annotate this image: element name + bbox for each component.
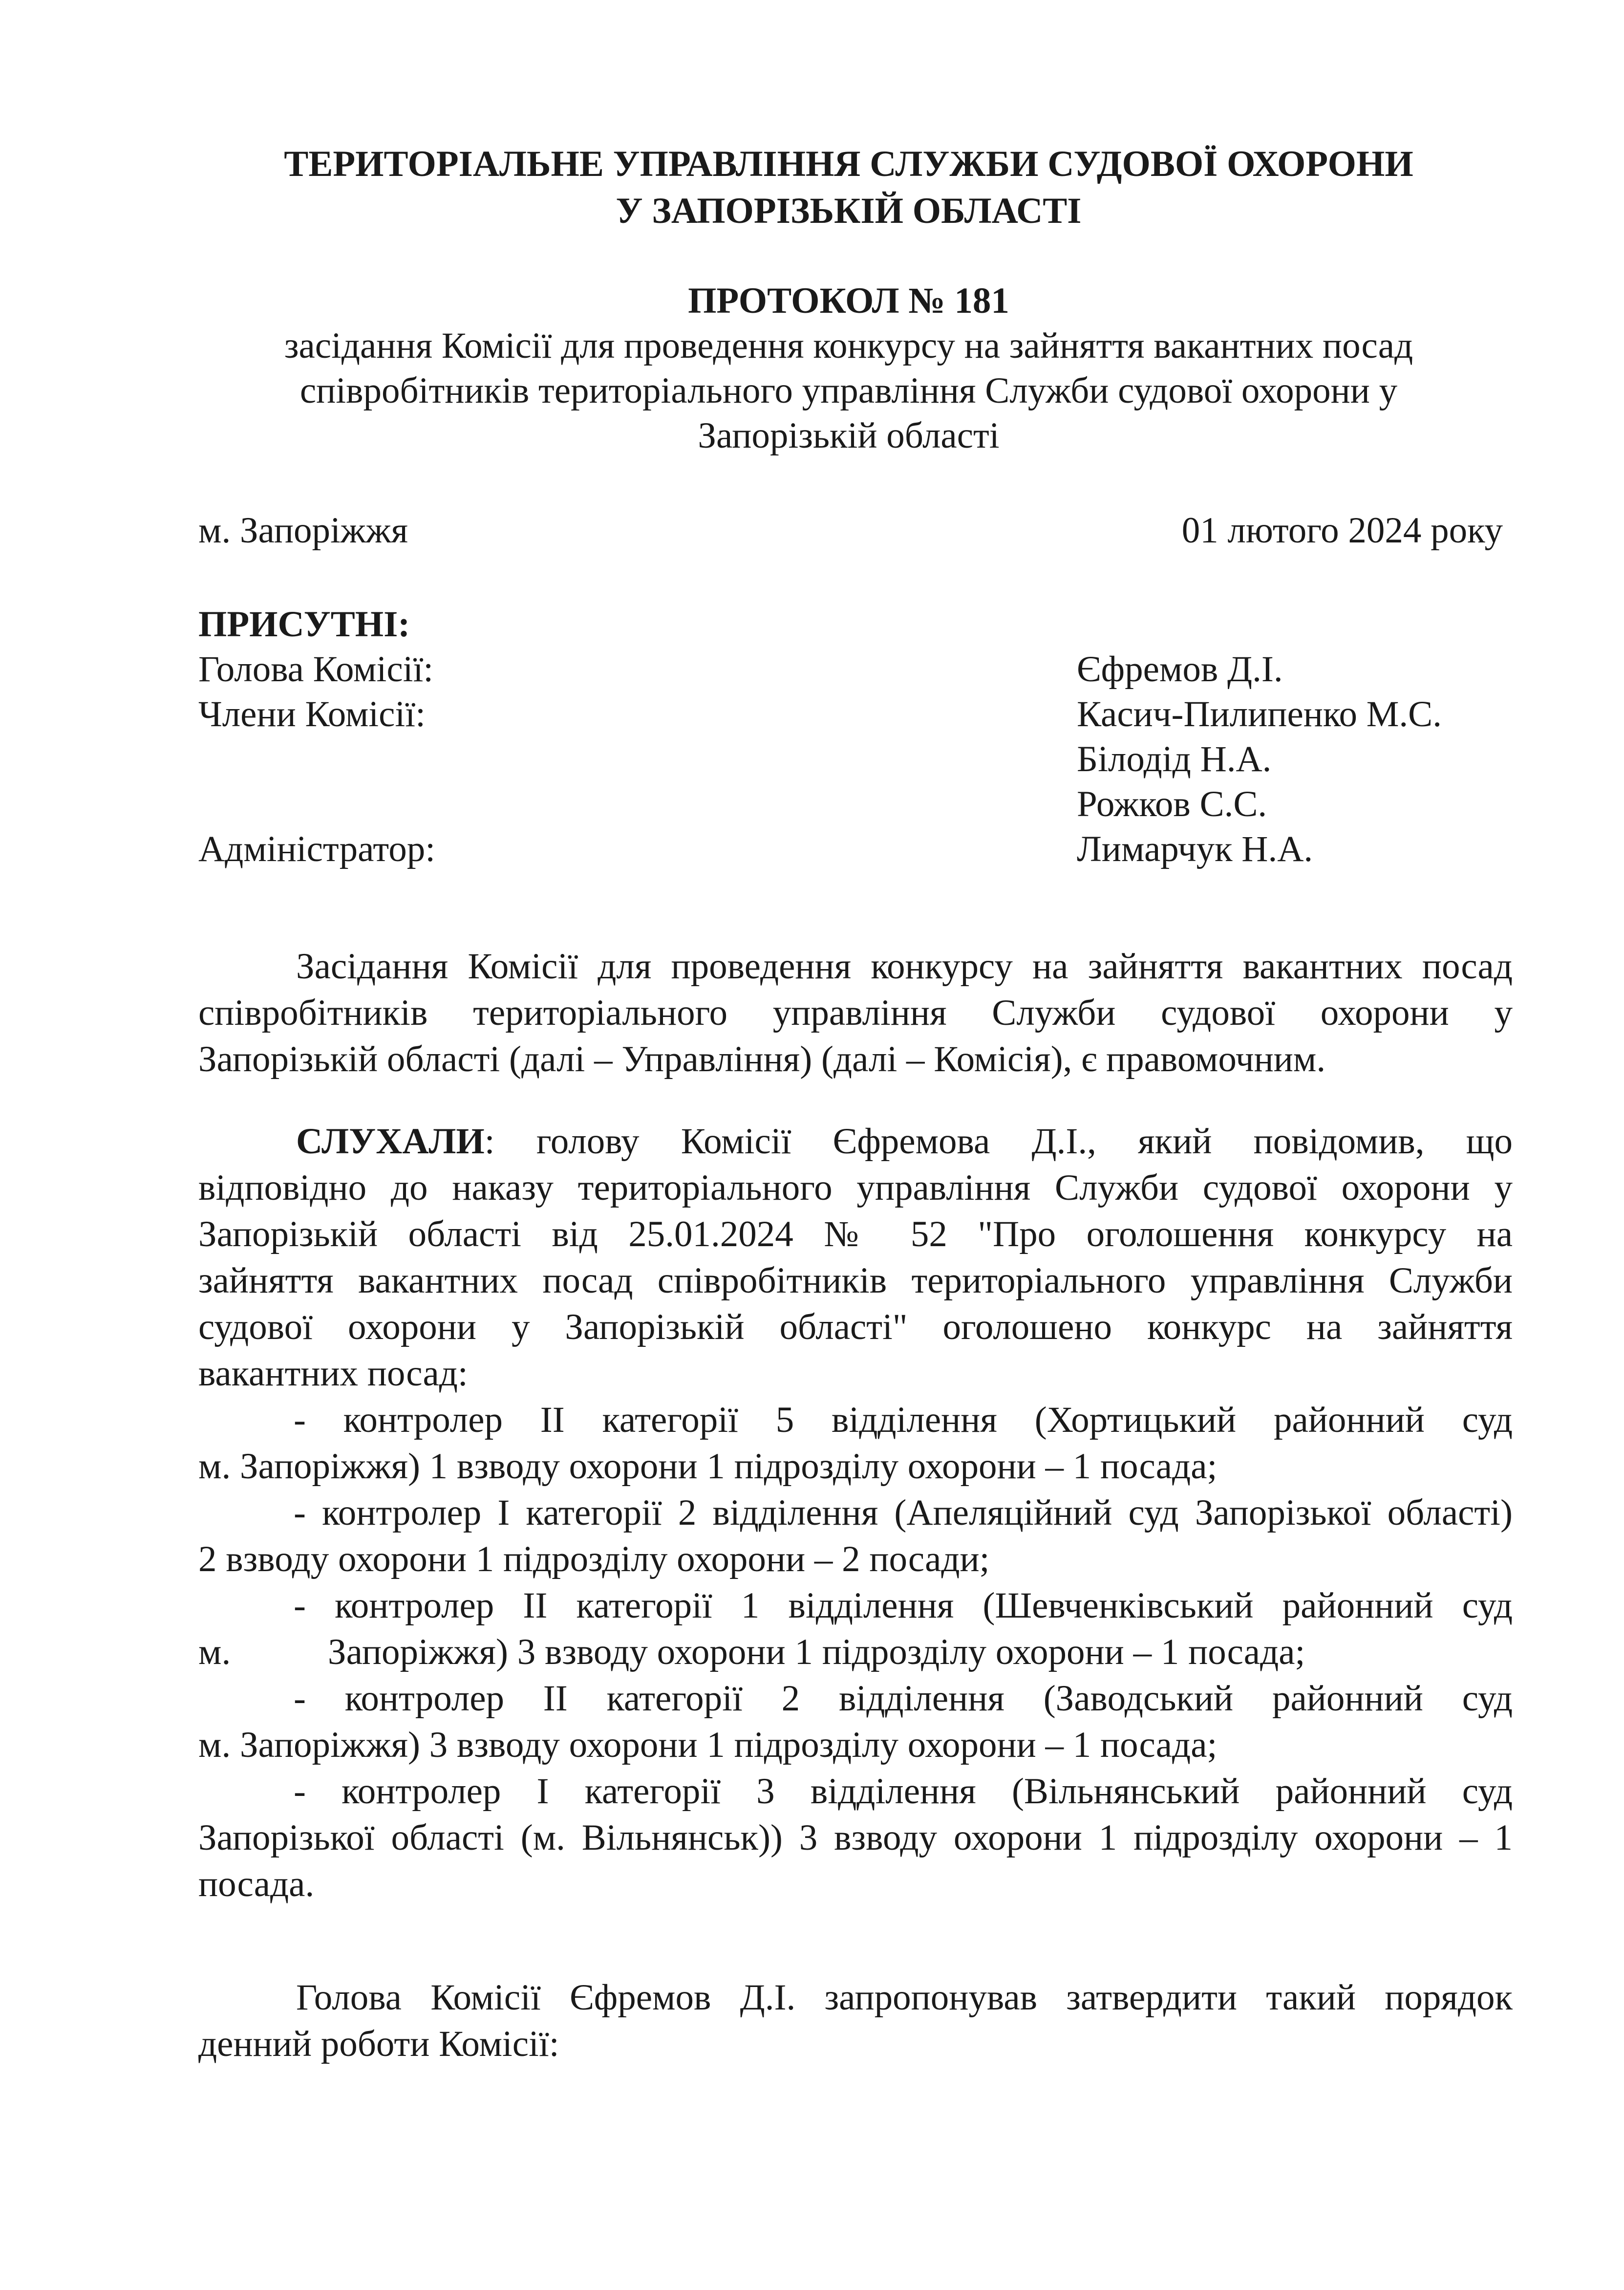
protocol-title: ПРОТОКОЛ № 181 bbox=[688, 281, 1009, 321]
paragraph-line: співробітників територіального управління Служби судової охорони у bbox=[198, 993, 1513, 1033]
list-item-city-prefix: м. bbox=[198, 1632, 231, 1672]
protocol-block bbox=[0, 279, 1624, 458]
protocol-subtitle-line-3: Запорізькій області bbox=[698, 415, 1000, 456]
member-name-2: Білодід Н.А. bbox=[1077, 739, 1272, 779]
protocol-subtitle-line-1: засідання Комісії для проведення конкурсу на зайняття вакантних посад bbox=[284, 325, 1413, 366]
paragraph-quorum bbox=[198, 943, 1513, 1082]
heard-line-1-rest: : голову Комісії Єфремова Д.І., який повідомив, що bbox=[484, 1121, 1513, 1162]
paragraph-line: Засідання Комісії для проведення конкурсу на зайняття вакантних посад bbox=[296, 946, 1513, 987]
member-name-1: Касич-Пилипенко М.С. bbox=[1077, 694, 1442, 735]
document-header bbox=[0, 141, 1624, 235]
paragraph-line: відповідно до наказу територіального управління Служби судової охорони у bbox=[198, 1167, 1513, 1208]
list-item-line: посада. bbox=[198, 1864, 315, 1904]
list-item-rest: Запоріжжя) 3 взводу охорони 1 підрозділу охорони – 1 посада; bbox=[328, 1632, 1305, 1672]
paragraph-line bbox=[198, 1118, 1513, 1165]
present-row-member-2 bbox=[198, 737, 1517, 782]
list-item-line: м. Запоріжжя) 3 взводу охорони 1 підрозділу охорони – 1 посада; bbox=[198, 1725, 1218, 1765]
list-item-line: - контролер ІІ категорії 1 відділення (Шевченківський районний суд bbox=[294, 1585, 1513, 1626]
vacancy-list bbox=[198, 1397, 1513, 1907]
list-item-line: - контролер ІІ категорії 2 відділення (Заводський районний суд bbox=[294, 1678, 1513, 1719]
list-item-line bbox=[198, 1629, 1513, 1675]
paragraph-line: судової охорони у Запорізькій області" оголошено конкурс на зайняття bbox=[198, 1307, 1513, 1347]
date: 01 лютого 2024 року bbox=[1181, 510, 1503, 551]
paragraph-agenda bbox=[198, 1974, 1513, 2067]
present-row-admin bbox=[198, 827, 1517, 872]
heard-label: СЛУХАЛИ bbox=[296, 1121, 485, 1162]
paragraph-line: Запорізькій області (далі – Управління) (далі – Комісія), є правомочним. bbox=[198, 1039, 1326, 1080]
chair-name: Єфремов Д.І. bbox=[1077, 649, 1283, 690]
paragraph-line: Запорізькій області від 25.01.2024 № 52 "Про оголошення конкурсу на bbox=[198, 1214, 1513, 1254]
admin-role: Адміністратор: bbox=[198, 829, 436, 869]
list-item-line: - контролер І категорії 2 відділення (Апеляційний суд Запорізької області) bbox=[294, 1492, 1513, 1533]
list-item-line: м. Запоріжжя) 1 взводу охорони 1 підрозділу охорони – 1 посада; bbox=[198, 1446, 1218, 1487]
present-row-member-1 bbox=[198, 692, 1517, 737]
present-section bbox=[198, 602, 1517, 872]
list-item-line: 2 взводу охорони 1 підрозділу охорони – 2 посади; bbox=[198, 1539, 990, 1579]
admin-name: Лимарчук Н.А. bbox=[1077, 829, 1313, 869]
paragraph-line: вакантних посад: bbox=[198, 1353, 468, 1394]
paragraph-line: Голова Комісії Єфремов Д.І. запропонував затвердити такий порядок bbox=[296, 1977, 1513, 2018]
present-row-member-3 bbox=[198, 782, 1517, 827]
present-row-chair bbox=[198, 647, 1517, 692]
header-line-1: ТЕРИТОРІАЛЬНЕ УПРАВЛІННЯ СЛУЖБИ СУДОВОЇ ОХОРОНИ bbox=[284, 144, 1413, 184]
paragraph-line: денний роботи Комісії: bbox=[198, 2024, 559, 2064]
paragraph-line: зайняття вакантних посад співробітників територіального управління Служби bbox=[198, 1260, 1513, 1301]
header-line-2: У ЗАПОРІЗЬКІЙ ОБЛАСТІ bbox=[616, 191, 1082, 231]
members-role: Члени Комісії: bbox=[198, 694, 426, 735]
list-item-line: - контролер І категорії 3 відділення (Вільнянський районний суд bbox=[294, 1771, 1513, 1812]
protocol-subtitle-line-2: співробітників територіального управління Служби судової охорони у bbox=[299, 370, 1398, 411]
place: м. Запоріжжя bbox=[198, 510, 408, 551]
present-heading: ПРИСУТНІ: bbox=[198, 604, 410, 645]
list-item-line: Запорізької області (м. Вільнянськ)) 3 взводу охорони 1 підрозділу охорони – 1 bbox=[198, 1817, 1513, 1858]
paragraph-heard bbox=[198, 1118, 1513, 1907]
member-name-3: Рожков С.С. bbox=[1077, 784, 1267, 824]
list-item-line: - контролер ІІ категорії 5 відділення (Хортицький районний суд bbox=[294, 1400, 1513, 1440]
chair-role: Голова Комісії: bbox=[198, 649, 434, 690]
